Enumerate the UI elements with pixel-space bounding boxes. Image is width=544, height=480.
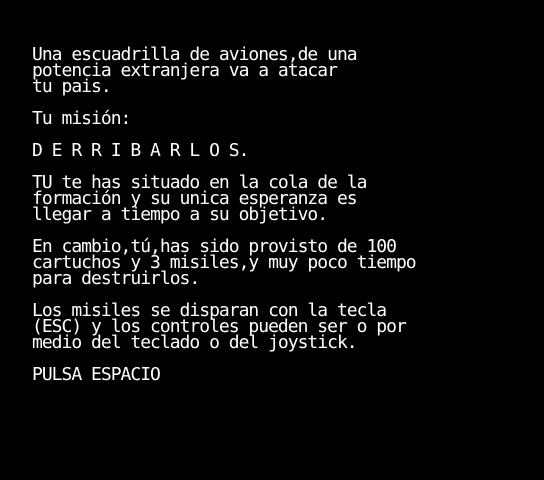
- controls-line-2: (ESC) y los controles pueden ser o por: [32, 316, 406, 337]
- situation-line-3: llegar a tiempo a su objetivo.: [32, 204, 328, 225]
- mission-text: D E R R I B A R L O S.: [32, 140, 249, 161]
- press-space-prompt[interactable]: PULSA ESPACIO: [32, 364, 160, 385]
- ammo-line-1: En cambio,tú,has sido provisto de 100: [32, 236, 396, 257]
- ammo-line-3: para destruirlos.: [32, 268, 200, 289]
- controls-line-1: Los misiles se disparan con la tecla: [32, 300, 387, 321]
- intro-line-2: potencia extranjera va a atacar: [32, 60, 337, 81]
- situation-line-1: TU te has situado en la cola de la: [32, 172, 367, 193]
- ammo-line-2: cartuchos y 3 misiles,y muy poco tiempo: [32, 252, 416, 273]
- intro-line-3: tu pais.: [32, 76, 111, 97]
- situation-line-2: formación y su unica esperanza es: [32, 188, 357, 209]
- mission-label: Tu misión:: [32, 108, 131, 129]
- controls-line-3: medio del teclado o del joystick.: [32, 332, 357, 353]
- intro-line-1: Una escuadrilla de aviones,de una: [32, 44, 357, 65]
